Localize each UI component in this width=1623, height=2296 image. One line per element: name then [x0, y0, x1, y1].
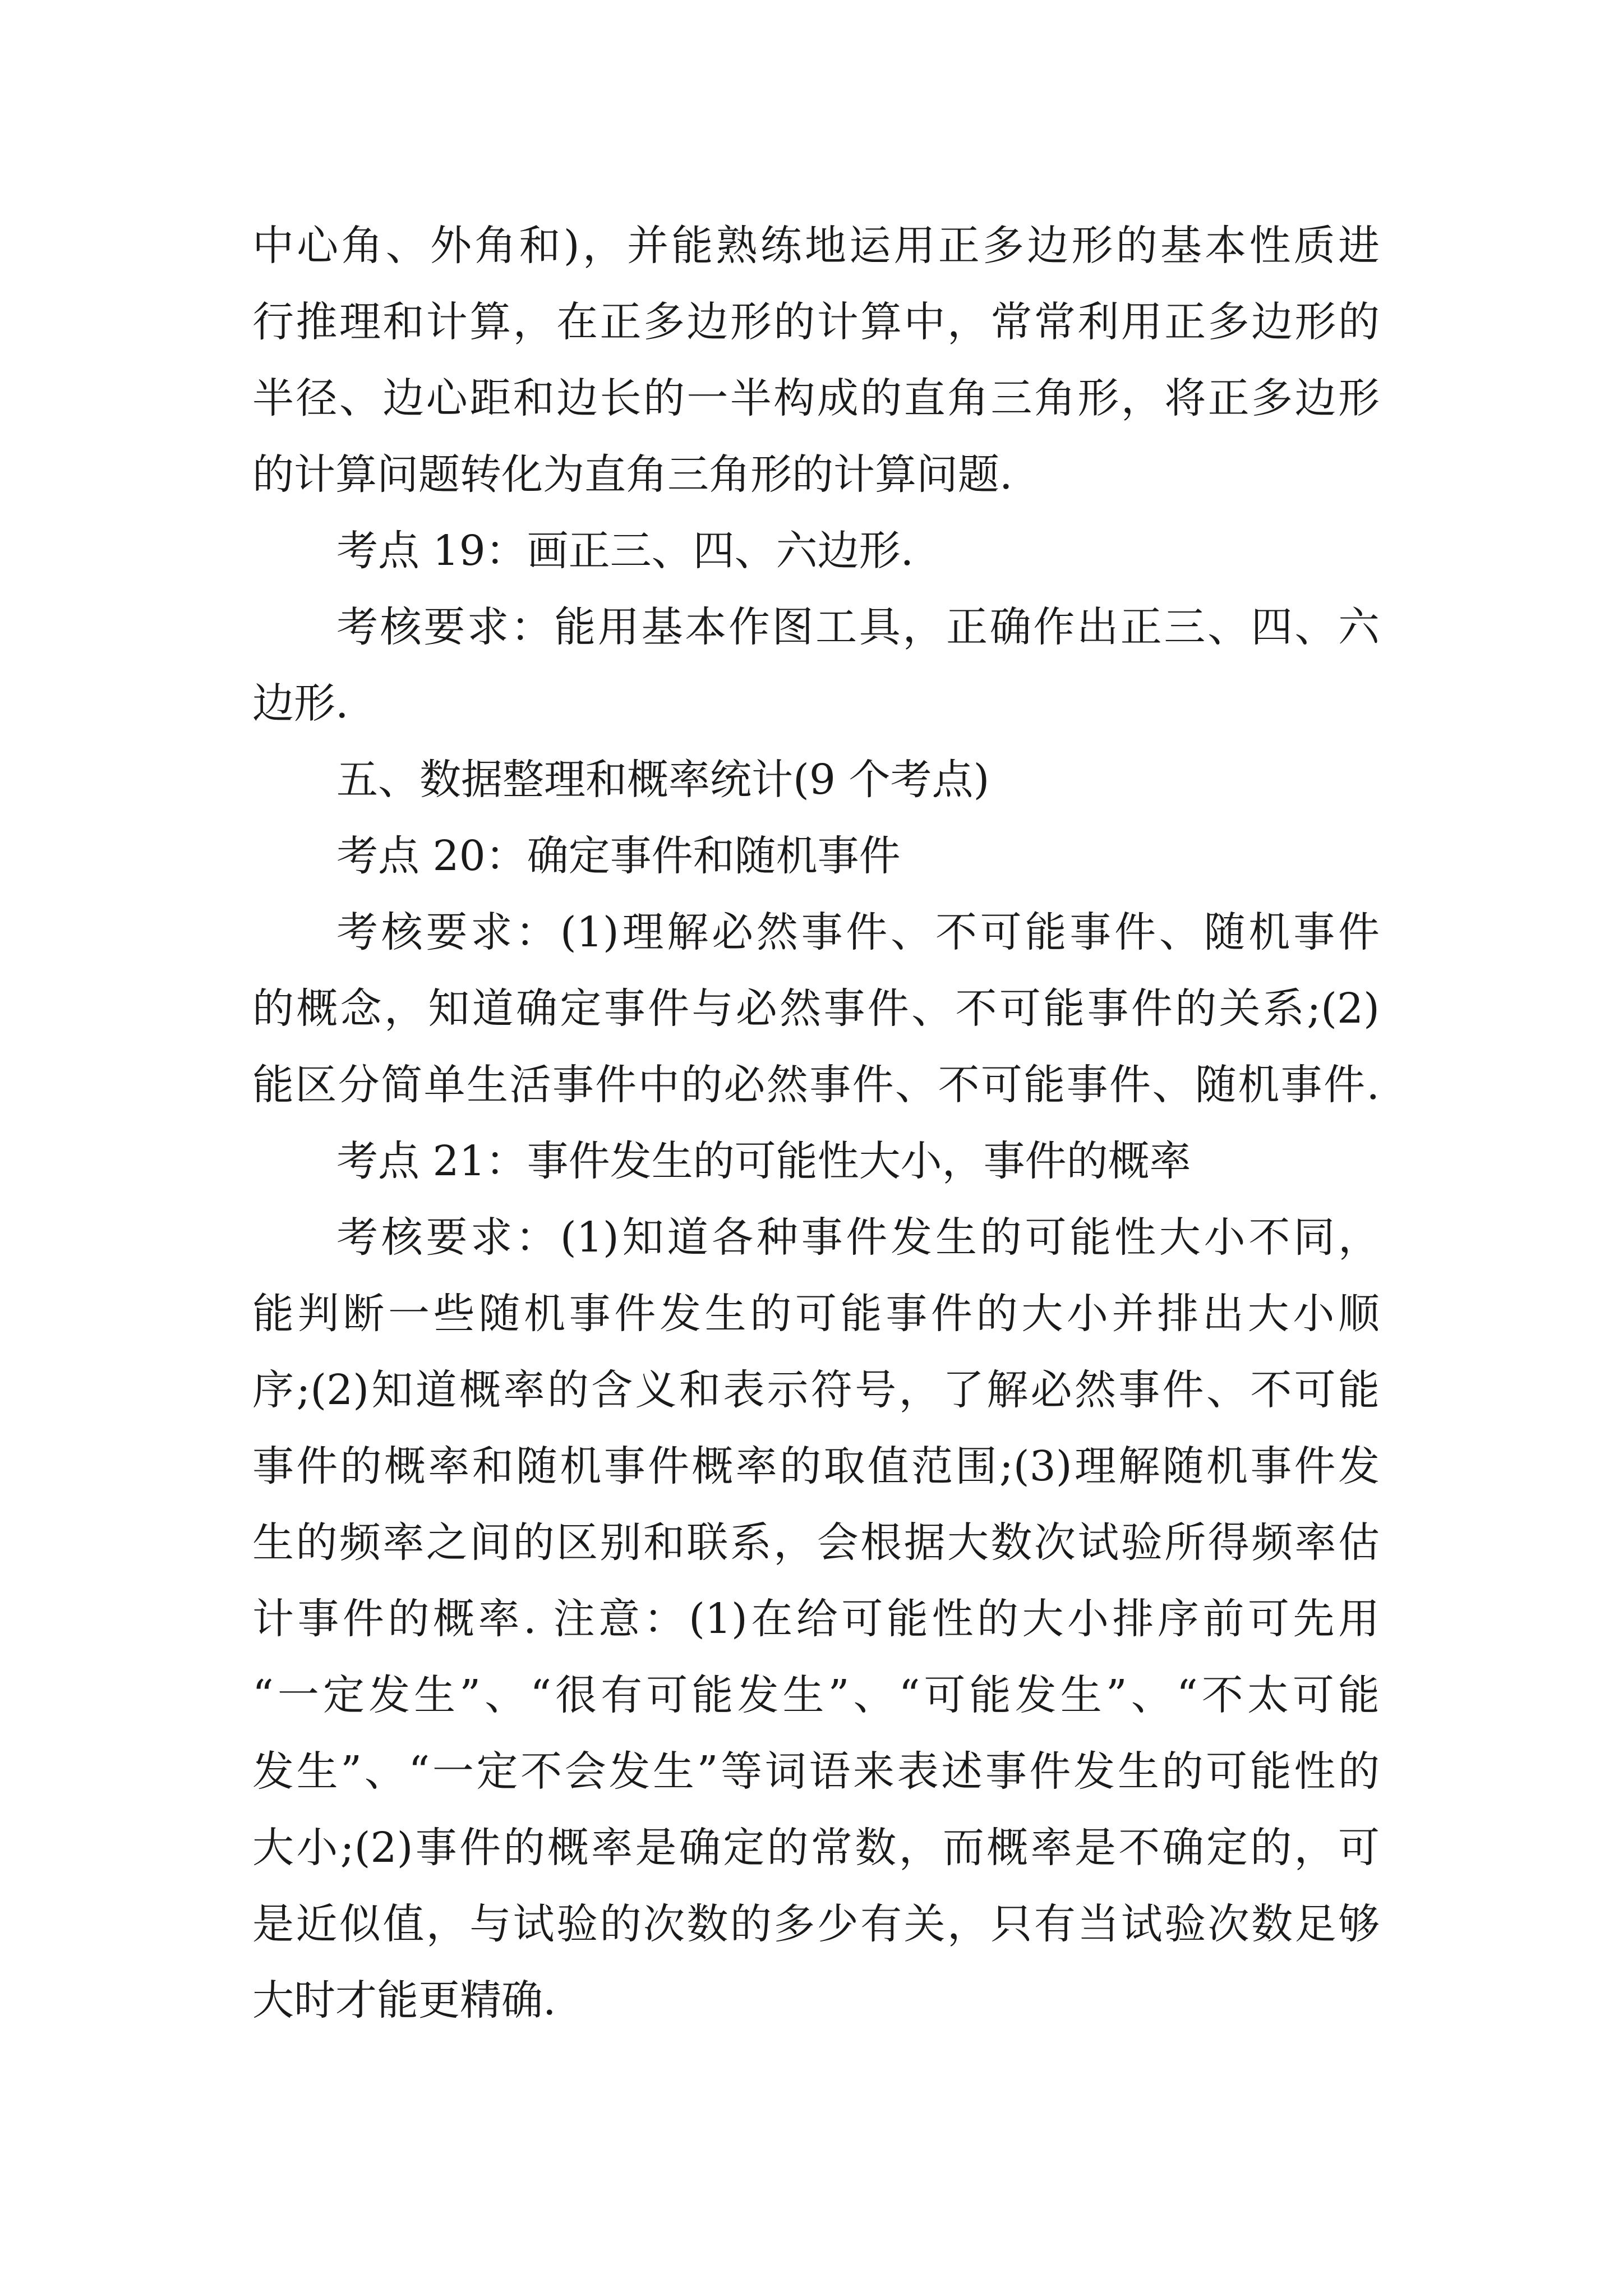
text-line: “一定发生”、“很有可能发生”、“可能发生”、“不太可能: [252, 1671, 1380, 1719]
text-line: 中心角、外角和)，并能熟练地运用正多边形的基本性质进: [252, 222, 1380, 270]
text-line: 能区分简单生活事件中的必然事件、不可能事件、随机事件.: [252, 1061, 1380, 1109]
text-line: 边形.: [252, 679, 349, 728]
text-line: 能判断一些随机事件发生的可能事件的大小并排出大小顺: [252, 1290, 1380, 1338]
text-line: 考核要求：能用基本作图工具，正确作出正三、四、六: [336, 603, 1380, 651]
text-line: 大小;(2)事件的概率是确定的常数，而概率是不确定的，可: [252, 1824, 1380, 1872]
text-line: 序;(2)知道概率的含义和表示符号，了解必然事件、不可能: [252, 1366, 1380, 1414]
text-line: 计事件的概率. 注意：(1)在给可能性的大小排序前可先用: [252, 1595, 1380, 1643]
section-heading: 考点 20：确定事件和随机事件: [336, 832, 901, 880]
text-line: 发生”、“一定不会发生”等词语来表述事件发生的可能性的: [252, 1747, 1380, 1796]
text-line: 考核要求：(1)知道各种事件发生的可能性大小不同，: [336, 1213, 1380, 1262]
text-line: 半径、边心距和边长的一半构成的直角三角形，将正多边形: [252, 374, 1380, 422]
text-line: 的概念，知道确定事件与必然事件、不可能事件的关系;(2): [252, 984, 1380, 1033]
section-heading: 考点 21：事件发生的可能性大小，事件的概率: [336, 1137, 1191, 1185]
text-line: 是近似值，与试验的次数的多少有关，只有当试验次数足够: [252, 1900, 1380, 1948]
text-line: 事件的概率和随机事件概率的取值范围;(3)理解随机事件发: [252, 1442, 1380, 1490]
text-line: 生的频率之间的区别和联系，会根据大数次试验所得频率估: [252, 1519, 1380, 1567]
section-heading: 五、数据整理和概率统计(9 个考点): [336, 756, 990, 804]
section-heading: 考点 19：画正三、四、六边形.: [336, 527, 914, 575]
text-line: 大时才能更精确.: [252, 1976, 556, 2024]
text-line: 考核要求：(1)理解必然事件、不可能事件、随机事件: [336, 908, 1380, 956]
text-line: 行推理和计算，在正多边形的计算中，常常利用正多边形的: [252, 298, 1380, 346]
text-line: 的计算问题转化为直角三角形的计算问题.: [252, 450, 1013, 499]
